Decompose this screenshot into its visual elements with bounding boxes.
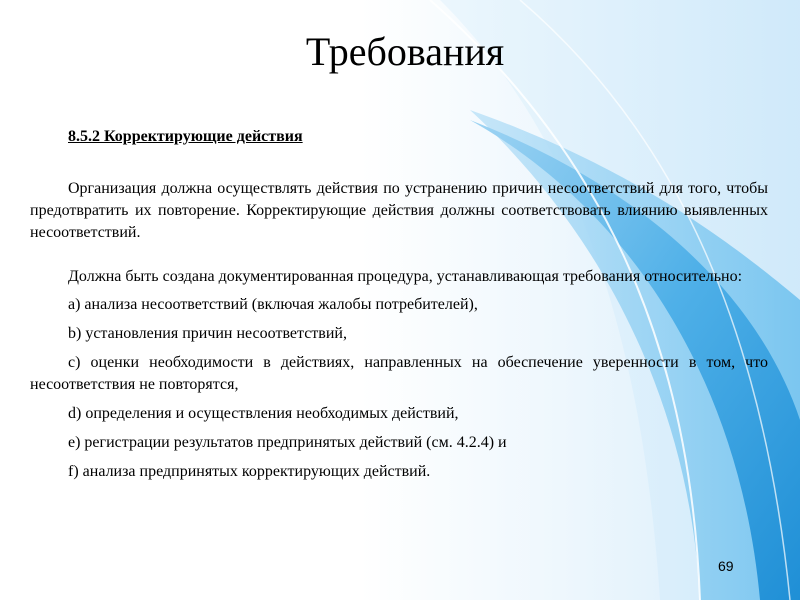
page-number: 69 bbox=[718, 558, 734, 574]
list-item: d) определения и осуществления необходимых действий, bbox=[68, 405, 459, 422]
list-item: b) установления причин несоответствий, bbox=[68, 325, 347, 342]
body-text bbox=[30, 178, 768, 483]
slide-title: Требования bbox=[305, 29, 505, 74]
paragraph: Должна быть создана документированная процедура, устанавливающая требования относительно: bbox=[68, 268, 743, 285]
list-item: e) регистрации результатов предпринятых действий (см. 4.2.4) и bbox=[68, 434, 507, 451]
paragraph: Организация должна осуществлять действия по устранению причин несоответствий для того, чтобы предотвратить их повторение. Корректирующие действия должны соответствовать влиянию выявленных несоответствий. bbox=[30, 180, 768, 241]
list-item: f) анализа предпринятых корректирующих действий. bbox=[68, 463, 431, 480]
list-item: c) оценки необходимости в действиях, направленных на обеспечение уверенности в том, что несоответствия не повторятся, bbox=[30, 354, 768, 393]
requirements-list bbox=[30, 290, 768, 483]
section-heading: 8.5.2 Корректирующие действия bbox=[68, 128, 303, 145]
list-item: a) анализа несоответствий (включая жалобы потребителей), bbox=[68, 296, 478, 313]
